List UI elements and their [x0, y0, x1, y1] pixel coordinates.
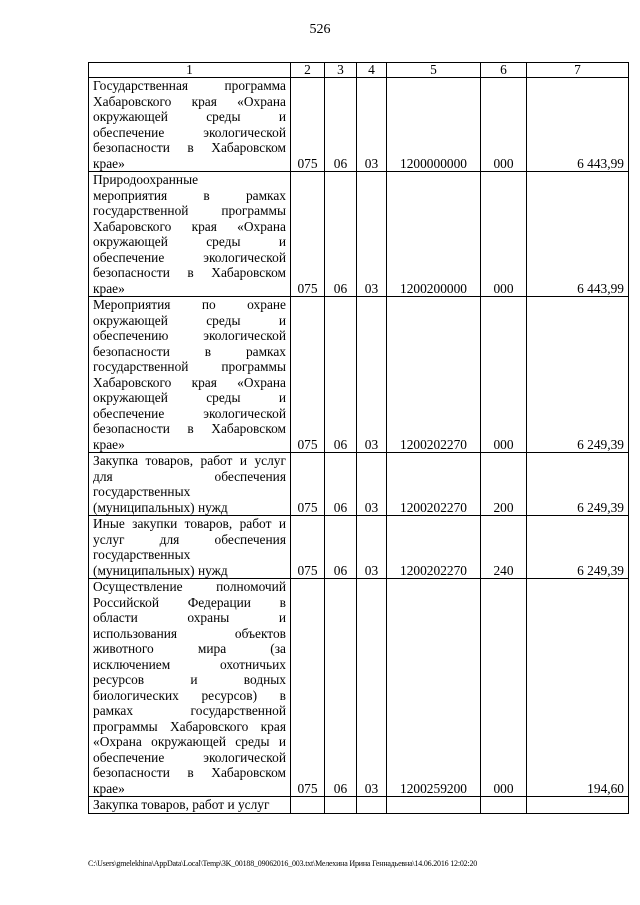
description-line: Хабаровского края «Охрана [93, 218, 286, 234]
subsection-code [357, 797, 387, 814]
subsection-code: 03 [357, 172, 387, 297]
ministry-code: 075 [291, 172, 325, 297]
column-header: 7 [527, 63, 629, 78]
description-line: государственной программы [93, 203, 286, 218]
description-line: окружающей среды и [93, 234, 286, 249]
description-line: Закупка товаров, работ и услуг [93, 797, 270, 812]
description-line: Хабаровского края «Охрана [93, 93, 286, 109]
description-line: мероприятия в рамках [93, 187, 286, 203]
column-header: 3 [325, 63, 357, 78]
budget-table [88, 62, 629, 814]
section-code [325, 797, 357, 814]
description-line: государственных [93, 547, 191, 562]
description-line: использования объектов [93, 625, 286, 641]
description-line: крае» [93, 436, 125, 452]
description-line: Хабаровского края «Охрана [93, 374, 286, 390]
ministry-code [291, 797, 325, 814]
description-line: обеспечение экологической [93, 249, 286, 265]
description-line: безопасности в Хабаровском [93, 765, 286, 780]
description-line: крае» [93, 780, 125, 796]
row-description [89, 797, 291, 814]
description-line: крае» [93, 155, 125, 171]
expense-type-code: 000 [481, 297, 527, 453]
subsection-code: 03 [357, 453, 387, 516]
description-line: обеспечению экологической [93, 328, 286, 343]
table-row [89, 297, 629, 453]
description-line: окружающей среды и [93, 312, 286, 328]
table-row [89, 78, 629, 172]
description-line: государственных [93, 484, 191, 499]
amount: 6 249,39 [527, 516, 629, 579]
description-line: «Охрана окружающей среды и [93, 734, 286, 749]
description-line: окружающей среды и [93, 109, 286, 124]
section-code: 06 [325, 579, 357, 797]
description-line: области охраны и [93, 610, 286, 625]
description-line: обеспечение экологической [93, 405, 286, 421]
row-description [89, 78, 291, 172]
ministry-code: 075 [291, 297, 325, 453]
description-line: ресурсов и водных [93, 672, 286, 687]
description-line: исключением охотничьих [93, 656, 286, 672]
column-header: 6 [481, 63, 527, 78]
ministry-code: 075 [291, 78, 325, 172]
description-line: Государственная программа [93, 78, 286, 93]
expense-type-code: 240 [481, 516, 527, 579]
row-description [89, 453, 291, 516]
subsection-code: 03 [357, 516, 387, 579]
description-line: Российской Федерации в [93, 594, 286, 610]
amount: 6 443,99 [527, 172, 629, 297]
target-article-code: 1200200000 [387, 172, 481, 297]
description-line: услуг для обеспечения [93, 531, 286, 547]
subsection-code: 03 [357, 579, 387, 797]
section-code: 06 [325, 78, 357, 172]
description-line: (муниципальных) нужд [93, 562, 228, 578]
description-line: Закупка товаров, работ и услуг [93, 453, 286, 468]
subsection-code: 03 [357, 297, 387, 453]
description-line: программы Хабаровского края [93, 718, 286, 734]
row-description [89, 516, 291, 579]
description-line: крае» [93, 280, 125, 296]
description-line: для обеспечения [93, 468, 286, 484]
table-header-row [89, 63, 629, 78]
column-header: 5 [387, 63, 481, 78]
amount: 6 249,39 [527, 297, 629, 453]
description-line: окружающей среды и [93, 390, 286, 405]
amount: 6 249,39 [527, 453, 629, 516]
table-row [89, 579, 629, 797]
target-article-code: 1200259200 [387, 579, 481, 797]
description-line: безопасности в рамках [93, 343, 286, 359]
row-description [89, 172, 291, 297]
description-line: обеспечение экологической [93, 749, 286, 765]
target-article-code: 1200202270 [387, 297, 481, 453]
description-line: Мероприятия по охране [93, 297, 286, 312]
table-row [89, 516, 629, 579]
section-code: 06 [325, 297, 357, 453]
description-line: обеспечение экологической [93, 124, 286, 140]
ministry-code: 075 [291, 453, 325, 516]
row-description [89, 297, 291, 453]
description-line: Осуществление полномочий [93, 579, 286, 594]
target-article-code [387, 797, 481, 814]
target-article-code: 1200000000 [387, 78, 481, 172]
description-line: животного мира (за [93, 641, 286, 656]
description-line: Иные закупки товаров, работ и [93, 516, 286, 531]
target-article-code: 1200202270 [387, 516, 481, 579]
description-line: безопасности в Хабаровском [93, 421, 286, 436]
column-header: 2 [291, 63, 325, 78]
expense-type-code [481, 797, 527, 814]
document-path-footer: C:\Users\gmelekhina\AppData\Local\Temp\3K_00188_09062016_003.txt\Мелехина Ирина Геннадьевна\14.06.2016 12:02:20 [88, 859, 478, 868]
description-line: рамках государственной [93, 703, 286, 718]
table-row [89, 453, 629, 516]
table-row [89, 172, 629, 297]
column-header: 1 [89, 63, 291, 78]
description-line: безопасности в Хабаровском [93, 140, 286, 155]
section-code: 06 [325, 453, 357, 516]
table-row [89, 797, 629, 814]
description-line: (муниципальных) нужд [93, 499, 228, 515]
section-code: 06 [325, 516, 357, 579]
column-header: 4 [357, 63, 387, 78]
section-code: 06 [325, 172, 357, 297]
ministry-code: 075 [291, 516, 325, 579]
amount: 194,60 [527, 579, 629, 797]
description-line: государственной программы [93, 359, 286, 374]
ministry-code: 075 [291, 579, 325, 797]
amount [527, 797, 629, 814]
row-description [89, 579, 291, 797]
subsection-code: 03 [357, 78, 387, 172]
page-number: 526 [309, 22, 331, 37]
expense-type-code: 000 [481, 172, 527, 297]
description-line: Природоохранные [93, 172, 199, 187]
expense-type-code: 000 [481, 78, 527, 172]
description-line: биологических ресурсов) в [93, 687, 286, 703]
target-article-code: 1200202270 [387, 453, 481, 516]
amount: 6 443,99 [527, 78, 629, 172]
expense-type-code: 000 [481, 579, 527, 797]
expense-type-code: 200 [481, 453, 527, 516]
description-line: безопасности в Хабаровском [93, 265, 286, 280]
